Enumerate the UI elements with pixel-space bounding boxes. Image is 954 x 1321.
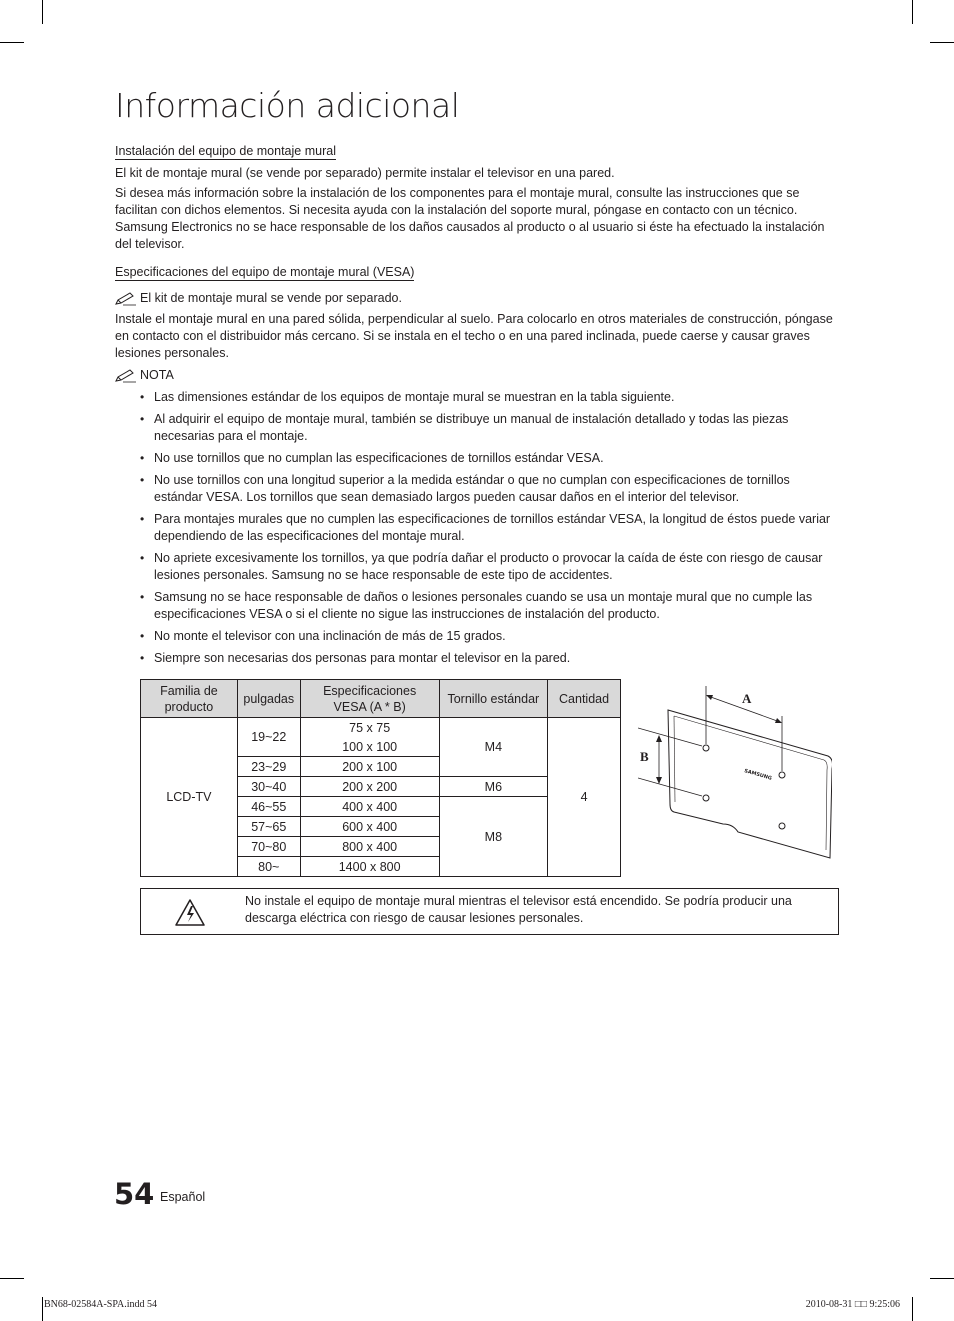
list-item: • Samsung no se hace responsable de daños o lesiones personales cuando se usa un montaje mural que no cumple las especificaciones VESA o si el cliente no sigue las instrucciones de instalación del producto. xyxy=(138,589,838,623)
section-heading-vesa: Especificaciones del equipo de montaje mural (VESA) xyxy=(115,265,415,279)
table-cell-screw: M8 xyxy=(439,797,548,877)
note-bullet-list xyxy=(138,389,838,672)
installation-paragraph-1: El kit de montaje mural (se vende por separado) permite instalar el televisor en una pared. xyxy=(115,166,615,180)
table-cell-inches: 57~65 xyxy=(237,817,300,837)
brand-logo: SAMSUNG xyxy=(743,768,773,782)
table-header-cell: Cantidad xyxy=(548,680,621,718)
footer-timestamp: 2010-08-31 □□ 9:25:06 xyxy=(805,1299,900,1310)
page-title: Información adicional xyxy=(115,86,460,125)
footer-file-name: BN68-02584A-SPA.indd 54 xyxy=(44,1299,157,1310)
list-item: • Al adquirir el equipo de montaje mural, también se distribuye un manual de instalación detallado y todas las piezas necesarias para el montaje. xyxy=(138,411,838,445)
table-cell-vesa: 400 x 400 xyxy=(300,797,439,817)
crop-mark xyxy=(912,1297,913,1321)
table-cell-vesa: 1400 x 800 xyxy=(300,857,439,877)
list-item: • No use tornillos con una longitud superior a la medida estándar o que no cumplan con especificaciones de tornillos estándar VESA. Los tornillos que sean demasiado largos pueden causar daños en el interior del televisor. xyxy=(138,472,838,506)
crop-mark xyxy=(0,1278,24,1279)
tv-back-vesa-diagram xyxy=(638,684,832,860)
table-cell-vesa: 800 x 400 xyxy=(300,837,439,857)
table-cell-vesa: 100 x 100 xyxy=(300,737,439,757)
table-header-cell: pulgadas xyxy=(237,680,300,718)
list-item: • Siempre son necesarias dos personas para montar el televisor en la pared. xyxy=(138,650,838,667)
dimension-label-a: A xyxy=(742,691,752,706)
list-item: • No apriete excesivamente los tornillos, ya que podría dañar el producto o provocar la caída de éste con riesgo de causar lesiones personales. Samsung no se hace responsable de este tipo de accidentes. xyxy=(138,550,838,584)
list-item: • Para montajes murales que no cumplen las especificaciones de tornillos estándar VESA, la longitud de éstos puede variar dependiendo de las especificaciones del montaje mural. xyxy=(138,511,838,545)
table-header-cell: Familia de producto xyxy=(141,680,238,718)
note-kit-sold-separately xyxy=(115,290,402,307)
installation-paragraph-2: Si desea más información sobre la instalación de los componentes para el montaje mural, consulte las instrucciones que se facilitan con dichos elementos. Si necesita ayuda con la instalación del soporte mural, póngase en contacto con un técnico. Samsung Electronics no se hace responsable de los daños causados al producto o al usuario si éste ha efectuado la instalación del televisor. xyxy=(115,186,825,251)
table-cell-inches: 19~22 xyxy=(237,718,300,757)
vesa-spec-table xyxy=(140,679,621,877)
table-cell-family: LCD-TV xyxy=(141,718,238,877)
note-label: NOTA xyxy=(140,368,174,382)
table-cell-vesa: 200 x 100 xyxy=(300,757,439,777)
table-row xyxy=(141,718,621,738)
dimension-label-b: B xyxy=(640,749,649,764)
table-cell-screw: M6 xyxy=(439,777,548,797)
note-kit-text: El kit de montaje mural se vende por separado. xyxy=(140,291,402,305)
pencil-note-icon xyxy=(115,292,137,306)
crop-mark xyxy=(42,0,43,24)
crop-mark xyxy=(930,42,954,43)
table-cell-inches: 70~80 xyxy=(237,837,300,857)
table-cell-quantity: 4 xyxy=(548,718,621,877)
table-cell-vesa: 200 x 200 xyxy=(300,777,439,797)
page-number: 54 xyxy=(114,1177,155,1211)
crop-mark xyxy=(42,1297,43,1321)
table-header-cell: Tornillo estándar xyxy=(439,680,548,718)
list-item: • No use tornillos que no cumplan las especificaciones de tornillos estándar VESA. xyxy=(138,450,838,467)
table-cell-screw: M4 xyxy=(439,718,548,777)
note-header xyxy=(115,367,174,384)
table-cell-vesa: 75 x 75 xyxy=(300,718,439,738)
table-cell-inches: 46~55 xyxy=(237,797,300,817)
warning-box xyxy=(140,888,839,935)
warning-text: No instale el equipo de montaje mural mientras el televisor está encendido. Se podría producir una descarga eléctrica con riesgo de causar lesiones personales. xyxy=(245,894,792,925)
table-header-row xyxy=(141,680,621,718)
table-cell-inches: 23~29 xyxy=(237,757,300,777)
table-cell-inches: 80~ xyxy=(237,857,300,877)
crop-mark xyxy=(930,1278,954,1279)
crop-mark xyxy=(912,0,913,24)
section-heading-installation: Instalación del equipo de montaje mural xyxy=(115,144,336,158)
crop-mark xyxy=(0,42,24,43)
page-language: Español xyxy=(160,1190,206,1204)
table-cell-inches: 30~40 xyxy=(237,777,300,797)
table-header-cell: Especificaciones VESA (A * B) xyxy=(300,680,439,718)
list-item: • No monte el televisor con una inclinación de más de 15 grados. xyxy=(138,628,838,645)
list-item: • Las dimensiones estándar de los equipos de montaje mural se muestran en la tabla siguiente. xyxy=(138,389,838,406)
vesa-paragraph: Instale el montaje mural en una pared sólida, perpendicular al suelo. Para colocarlo en otros materiales de construcción, póngase en contacto con el distribuidor más cercano. Si se instala en el techo o en una pared inclinada, puede caerse y causar graves lesiones personales. xyxy=(115,312,833,360)
table-cell-vesa: 600 x 400 xyxy=(300,817,439,837)
pencil-note-icon xyxy=(115,369,137,383)
electric-shock-warning-icon xyxy=(175,899,205,926)
